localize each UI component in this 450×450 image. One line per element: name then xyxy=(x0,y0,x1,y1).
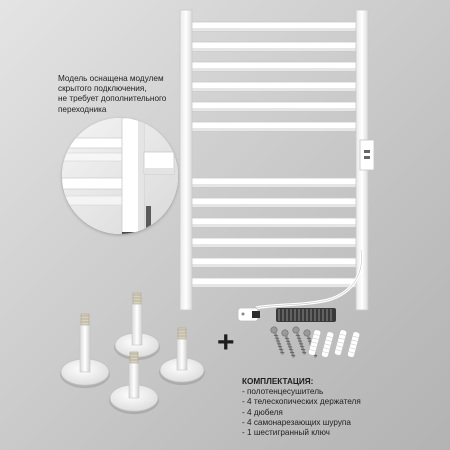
kit-item: - 4 дюбеля xyxy=(242,407,283,417)
plus-sign: + xyxy=(217,326,235,359)
plug-icon xyxy=(238,308,260,321)
description-line: не требует дополнительного xyxy=(58,94,167,104)
kit-item: - 4 самонарезающих шурупа xyxy=(242,417,351,427)
description-line: скрытого подключения, xyxy=(58,84,147,94)
telescopic-holders-icon xyxy=(60,293,205,414)
kit-title: КОМПЛЕКТАЦИЯ: xyxy=(242,377,314,386)
coiled-cord-icon xyxy=(276,308,336,322)
kit-item: - полотенцесушитель xyxy=(242,387,324,397)
kit-list xyxy=(242,377,442,438)
kit-item: - 1 шестигранный ключ xyxy=(242,428,330,438)
description-line: Модель оснащена модулем xyxy=(58,74,164,83)
kit-item: - 4 телескопических держателя xyxy=(242,397,361,407)
description-line: переходника xyxy=(58,104,107,114)
